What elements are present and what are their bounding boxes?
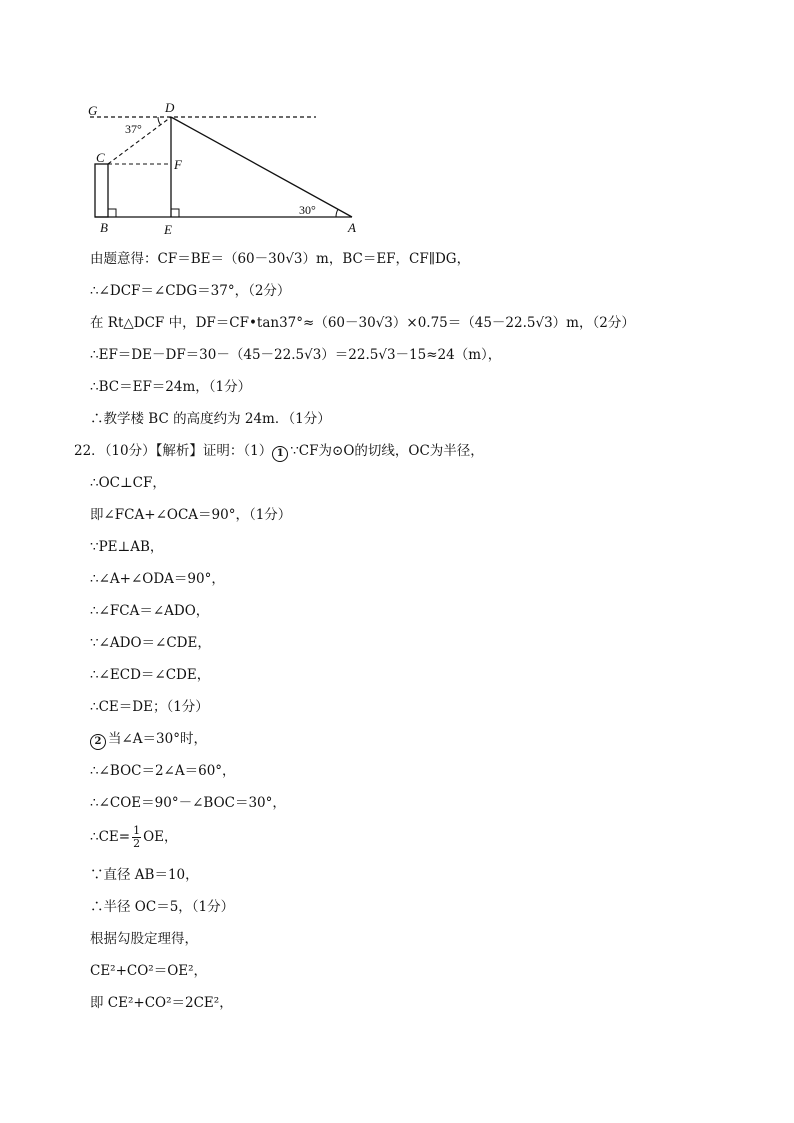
fraction-numerator: 1 [133, 824, 141, 837]
proof-line: ∴∠COE＝90°－∠BOC＝30°， [90, 795, 286, 811]
fraction-one-half [132, 825, 141, 850]
line-da [171, 117, 352, 217]
geometry-figure [80, 96, 370, 244]
proof-line: ∴∠FCA＝∠ADO， [90, 603, 210, 619]
angle-arc-37 [158, 117, 161, 125]
question-22-heading [74, 442, 484, 462]
label-d: D [165, 100, 175, 115]
angle-arc-30 [336, 209, 338, 217]
right-angle-e [171, 209, 179, 217]
proof-line: 根据勾股定理得， [90, 931, 198, 947]
proof-line: CE²+CO²＝OE²， [90, 963, 208, 979]
proof-text: ∴CE= [90, 829, 131, 845]
proof-line: ∵∠ADO＝∠CDE， [90, 635, 211, 651]
fraction-denominator: 2 [133, 837, 141, 850]
building-bc [95, 164, 108, 217]
proof-line: ∴∠BOC＝2∠A＝60°， [90, 763, 236, 779]
proof-line: ∴CE＝DE；（1分） [90, 699, 209, 715]
label-b: B [100, 220, 108, 235]
proof-line-fraction [90, 824, 178, 850]
angle-37-label: 37° [125, 122, 142, 136]
proof-line: ∴∠ECD＝∠CDE， [90, 667, 211, 683]
proof-line: 即∠FCA+∠OCA＝90°，（1分） [90, 507, 292, 523]
label-e: E [164, 222, 172, 237]
proof-text: OE， [143, 829, 178, 845]
proof-line: 即 CE²+CO²＝2CE²， [90, 995, 233, 1011]
question-intro-cont: ∵CF为⊙O的切线，OC为半径， [290, 443, 484, 459]
right-angle-b [108, 209, 116, 217]
circled-number-2: 2 [90, 734, 106, 750]
question-intro: （10分）【解析】证明：（1） [104, 443, 273, 459]
proof-line: ∵PE⊥AB， [90, 539, 164, 555]
proof-line: ∴∠A+∠ODA＝90°， [90, 571, 225, 587]
label-c: C [96, 150, 105, 165]
proof-text: 当∠A＝30°时， [108, 731, 207, 747]
proof-line: ∵直径 AB＝10， [90, 867, 199, 883]
question-number: 22． [74, 443, 105, 459]
solution-line: ∴BC＝EF＝24m，（1分） [90, 379, 252, 395]
label-a: A [348, 220, 356, 235]
proof-line-part2 [90, 730, 207, 750]
label-g: G [88, 103, 98, 118]
proof-line: ∴半径 OC＝5，（1分） [90, 899, 235, 915]
solution-line: 由题意得：CF＝BE＝（60－30√3）m，BC＝EF，CF∥DG， [90, 251, 471, 267]
label-f: F [174, 157, 182, 172]
solution-line: ∴EF＝DE－DF＝30－（45－22.5√3）＝22.5√3－15≈24（m）， [90, 347, 502, 363]
angle-30-label: 30° [299, 203, 316, 217]
proof-line: ∴OC⊥CF， [90, 475, 166, 491]
solution-line: ∴教学楼 BC 的高度约为 24m．（1分） [90, 411, 331, 427]
solution-line: ∴∠DCF＝∠CDG＝37°，（2分） [90, 283, 291, 299]
solution-line: 在 Rt△DCF 中，DF＝CF•tan37°≈（60－30√3）×0.75＝（45－22.5√3）m，（2分） [90, 315, 635, 331]
circled-number-1: 1 [272, 446, 288, 462]
